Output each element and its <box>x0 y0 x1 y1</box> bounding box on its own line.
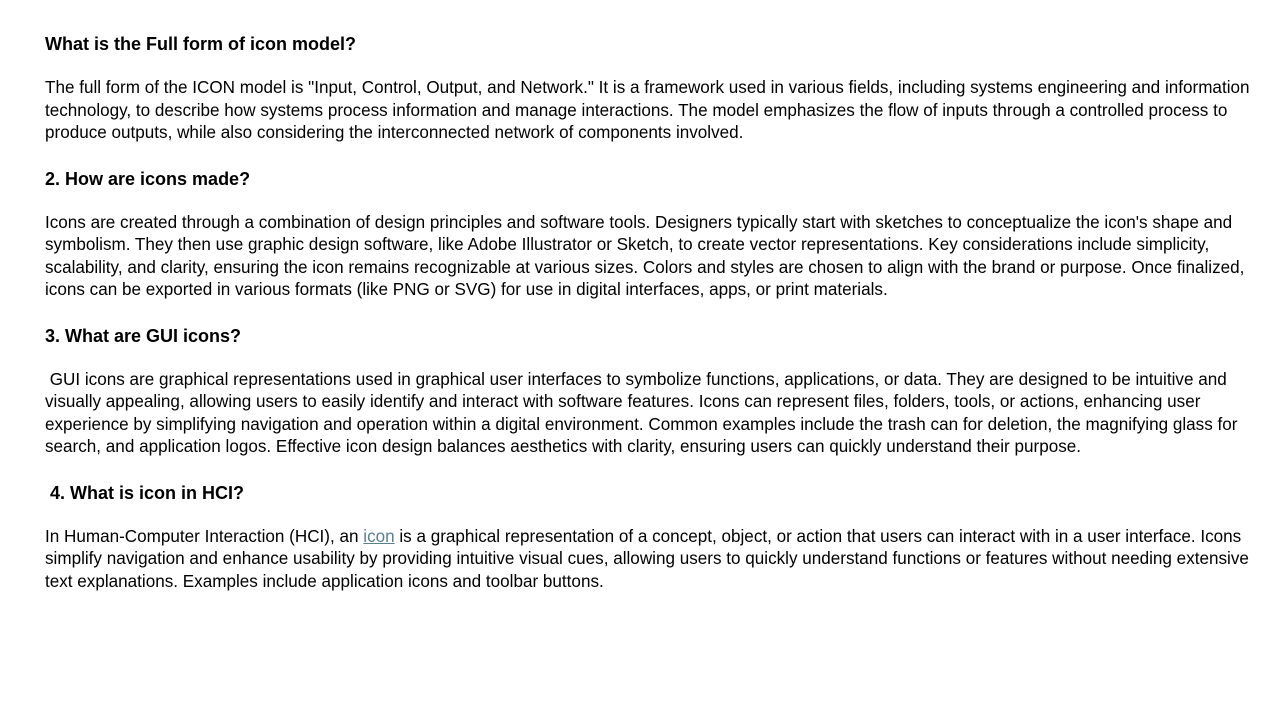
section-4-body <box>45 526 1255 594</box>
section-3-heading: 3. What are GUI icons? <box>45 325 242 346</box>
spacer <box>45 347 1255 369</box>
section-3-body: GUI icons are graphical representations used in graphical user interfaces to symbolize functions, applications, or data. They are designed to be intuitive and visually appealing, allowing users to easily identify and interact with software features. Icons can represent files, folders, tools, or actions, enhancing user experience by simplifying navigation and operation within a digital environment. Common examples include the trash can for deletion, the magnifying glass for search, and application logos. Effective icon design balances aesthetics with clarity, ensuring users can quickly understand their purpose. <box>45 369 1243 456</box>
section-1-body: The full form of the ICON model is "Input, Control, Output, and Network." It is a framework used in various fields, including systems engineering and information technology, to describe how systems process information and manage interactions. The model emphasizes the flow of inputs through a controlled process to produce outputs, while also considering the interconnected network of components involved. <box>45 78 1255 142</box>
spacer <box>45 145 1255 168</box>
section-2-heading: 2. How are icons made? <box>45 168 251 189</box>
spacer <box>45 302 1255 325</box>
spacer <box>45 190 1255 212</box>
spacer <box>45 504 1255 526</box>
section-4-body-after-link: is a graphical representation of a concept, object, or action that users can interact with in a user interface. Icons simplify navigation and enhance usability by providing intuitive visual cues, allowing users to quickly understand functions or features without needing extensive text explanations. Examples include application icons and toolbar buttons. <box>45 526 1254 591</box>
section-1-heading: What is the Full form of icon model? <box>45 34 356 54</box>
section-4-body-before-link: In Human-Computer Interaction (HCI), an <box>45 526 364 546</box>
icon-link[interactable]: icon <box>363 526 395 546</box>
spacer <box>45 459 1255 482</box>
section-4-heading: 4. What is icon in HCI? <box>45 482 245 503</box>
spacer <box>45 55 1255 77</box>
section-2-body: Icons are created through a combination of design principles and software tools. Designers typically start with sketches to conceptualize the icon's shape and symbolism. They then use graphic design software, like Adobe Illustrator or Sketch, to create vector representations. Key considerations include simplicity, scalability, and clarity, ensuring the icon remains recognizable at various sizes. Colors and styles are chosen to align with the brand or purpose. Once finalized, icons can be exported in various formats (like PNG or SVG) for use in digital interfaces, apps, or print materials. <box>45 212 1250 299</box>
article <box>45 33 1255 593</box>
